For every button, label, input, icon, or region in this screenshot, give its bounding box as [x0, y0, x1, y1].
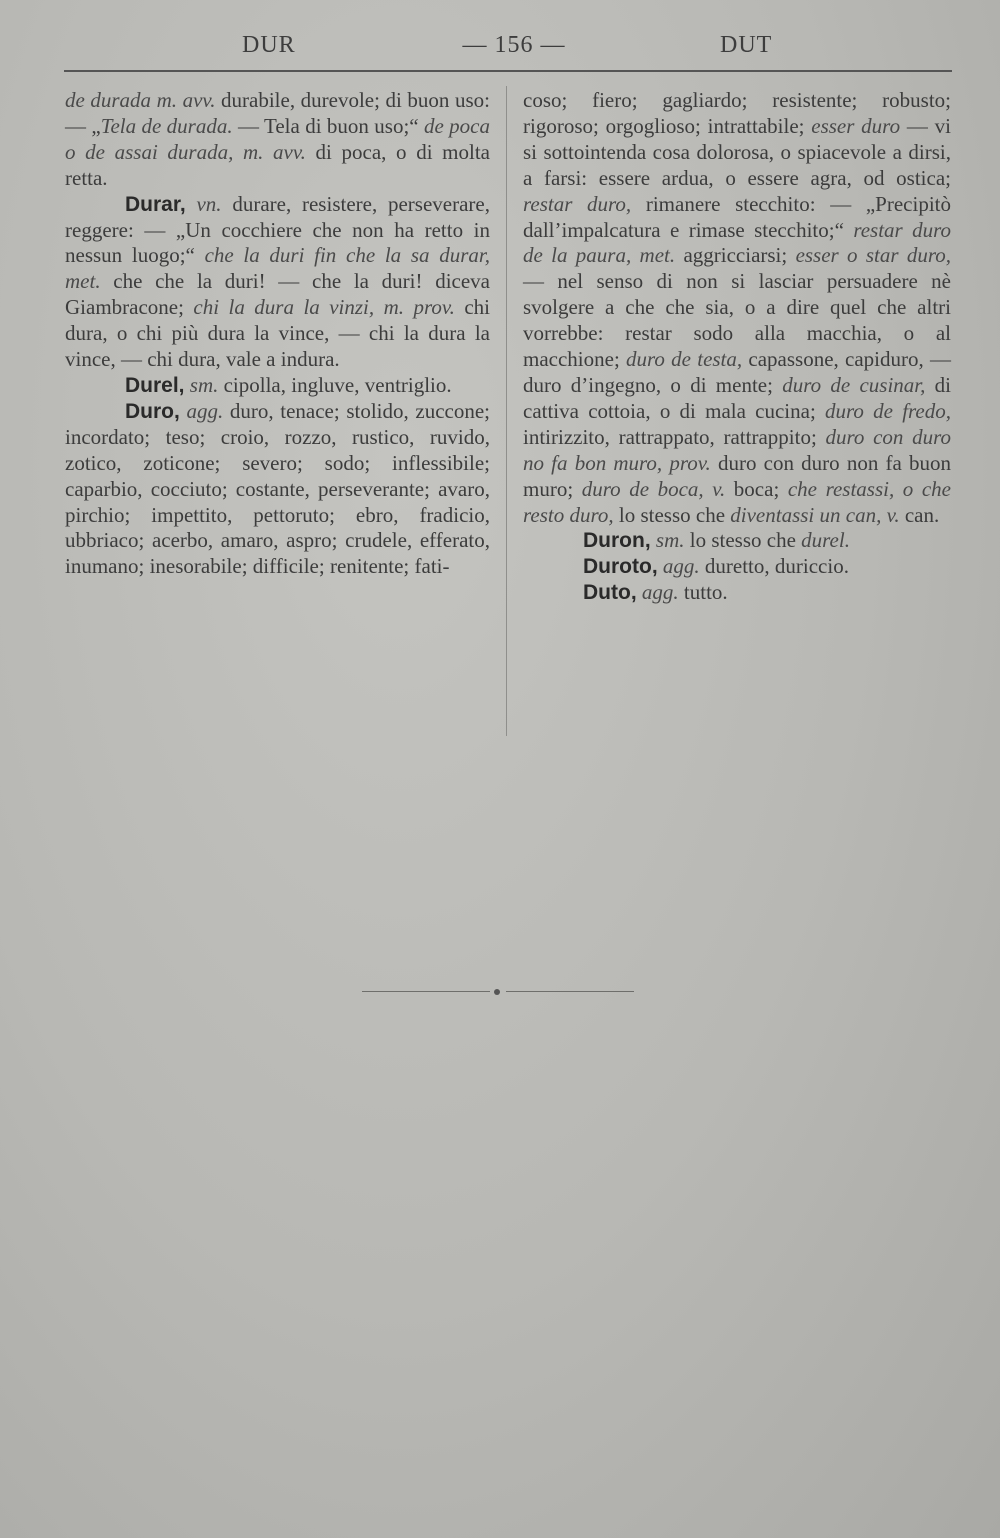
phrase: che la duri fin che la sa durar, met. — [65, 243, 491, 294]
phrase: che restassi, o che resto duro, — [523, 476, 951, 527]
definition-text: duro con duro non fa buon muro; — [523, 450, 951, 501]
definition-text: coso; fiero; gagliardo; resistente; robusto; rigoroso; orgoglioso; intrattabile; — [523, 88, 951, 138]
left-column — [65, 88, 490, 580]
headword: Durar, — [125, 192, 186, 216]
phrase: restar duro de la paura, met. — [523, 217, 952, 268]
phrase: diventassi un can, v. — [730, 502, 900, 527]
headword: Duroto, — [583, 555, 658, 579]
headword: Duron, — [583, 529, 651, 553]
part-of-speech: agg. — [662, 554, 700, 579]
page-number: — 156 — — [462, 32, 566, 58]
running-head — [64, 28, 952, 68]
header-rule — [64, 70, 952, 72]
phrase: de poca o de assai durada, m. avv. — [65, 113, 490, 164]
ornament-dot — [494, 989, 500, 995]
header-right-guideword: DUT — [720, 32, 773, 58]
definition-text: rimanere stecchito: — „Precipitò dall’impalcatura e rimase stecchito;“ — [523, 191, 951, 242]
definition-text: durare, resistere, perseverare, reggere: — „Un cocchiere che non ha retto in nessun luogo;“ — [65, 191, 490, 268]
phrase: duro de testa, — [626, 347, 743, 372]
entry-duron — [523, 528, 951, 554]
definition-text: — Tela di buon uso;“ — [232, 113, 424, 138]
phrase: duro de fredo, — [825, 398, 952, 423]
definition-text: can. — [899, 502, 940, 527]
entry-durel — [65, 373, 490, 399]
column-divider — [506, 86, 507, 736]
definition-text: di cattiva cottoia, o di mala cucina; — [523, 372, 951, 423]
phrase: duro de cusinar, — [782, 372, 926, 397]
entry-duro — [65, 399, 490, 580]
continuation-paragraph — [523, 88, 951, 528]
phrase: restar duro, — [523, 191, 632, 216]
definition-text: cipolla, ingluve, ventriglio. — [218, 372, 452, 397]
definition-text: aggricciarsi; — [675, 243, 796, 268]
headword: Duto, — [583, 581, 637, 605]
definition-text: durabile, durevole; di buon uso: — „ — [65, 88, 490, 138]
definition-text: boca; — [725, 476, 788, 501]
headword: Durel, — [125, 373, 185, 397]
cross-reference: durel. — [801, 528, 850, 553]
ornament-line-left — [362, 991, 490, 992]
part-of-speech: agg. — [641, 580, 679, 605]
entry-duto — [523, 580, 951, 606]
phrase: chi la dura la vinzi, m. prov. — [193, 295, 455, 320]
definition-text: di poca, o di molta retta. — [65, 139, 490, 190]
definition-text: duro, tenace; stolido, zuccone; incordato; teso; croio, rozzo, rustico, ruvido, zotico, zoticone; severo; sodo; inflessibile; caparbio, cocciuto; costante, perseverante; avaro, pirchio; impettito, pettoruto; ebro, fradicio, ubbriaco; acerbo, amaro, aspro; crudele, efferato, inumano; inesorabile; difficile; renitente; fati- — [65, 398, 490, 579]
phrase: esser o star duro, — [795, 243, 952, 268]
definition-text: chi dura, o chi più dura la vince, — chi la dura la vince, — chi dura, vale a indura. — [65, 295, 491, 372]
definition-text: lo stesso che — [684, 528, 802, 553]
entry-duroto — [523, 554, 951, 580]
ornament-line-right — [506, 991, 634, 992]
part-of-speech: sm. — [189, 372, 219, 397]
headword: Duro, — [125, 399, 180, 423]
definition-text: che che la duri! — che la duri! diceva Giambracone; — [65, 269, 490, 320]
header-left-guideword: DUR — [242, 32, 296, 58]
end-ornament-icon — [362, 989, 634, 995]
part-of-speech: sm. — [655, 528, 685, 553]
definition-text: duretto, duriccio. — [699, 554, 849, 579]
definition-text: — nel senso di non si lasciar persuadere nè svolgere a che che sia, o a dire quel che altri vorrebbe: restar sodo alla macchia, o al macchione; — [523, 269, 951, 372]
definition-text: — vi si sottointenda cosa dolorosa, o spiacevole a dirsi, a farsi: essere ardua, o essere agra, od ostica; — [523, 113, 951, 190]
part-of-speech: agg. — [186, 398, 224, 423]
continuation-paragraph — [65, 88, 490, 192]
phrase: de durada m. avv. — [65, 88, 216, 112]
phrase: duro con duro no fa bon muro, prov. — [523, 424, 952, 475]
entry-durar — [65, 192, 490, 373]
right-column — [523, 88, 951, 606]
part-of-speech: vn. — [196, 191, 222, 216]
phrase: Tela de durada. — [100, 113, 233, 138]
definition-text: capassone, capiduro, — duro d’ingegno, o di mente; — [523, 347, 951, 397]
phrase: duro de boca, v. — [581, 476, 726, 501]
phrase: esser duro — [811, 113, 901, 138]
definition-text: intirizzito, rattrappato, rattrappito; — [523, 424, 826, 449]
definition-text: lo stesso che — [613, 502, 731, 527]
definition-text: tutto. — [678, 580, 728, 605]
